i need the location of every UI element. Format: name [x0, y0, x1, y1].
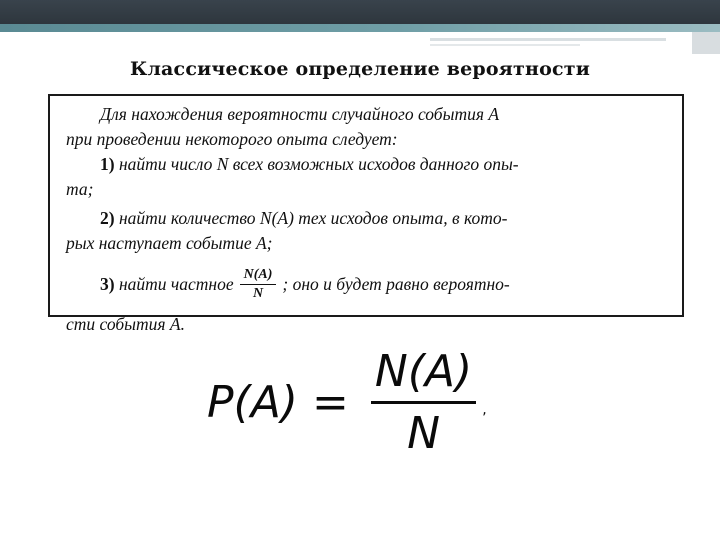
definition-line: при проведении некоторого опыта следует:: [66, 129, 398, 149]
definition-line: та;: [66, 179, 94, 199]
step-3: [66, 256, 668, 312]
inline-fraction: [240, 267, 277, 302]
corner-accent: [692, 32, 720, 54]
formula-lhs: P(A): [207, 376, 298, 428]
step-text: найти количество N(A) тех исходов опыта, в кото-: [118, 208, 508, 228]
formula-fraction: [371, 346, 476, 459]
step-1: [66, 152, 668, 177]
decorative-line: [430, 38, 666, 41]
step-number: 3): [100, 273, 115, 294]
formula-numerator: N(A): [371, 346, 476, 404]
definition-line: Для нахождения вероятности случайного события A: [100, 104, 500, 124]
step-number: 1): [100, 154, 115, 174]
formula-equals: =: [311, 376, 349, 428]
fraction-denominator: N: [252, 285, 264, 301]
step-number: 2): [100, 208, 115, 228]
accent-strip: [0, 24, 720, 32]
definition-box: [48, 94, 684, 334]
definition-line: рых наступает событие A;: [66, 233, 273, 253]
step-2: [66, 206, 668, 231]
decorative-line: [430, 44, 580, 46]
fraction-numerator: N(A): [240, 267, 277, 285]
slide-title: Классическое определение вероятности: [129, 58, 591, 80]
step-text: найти частное: [118, 273, 234, 294]
formula-trailing-mark: ,: [482, 402, 487, 418]
probability-formula: [207, 345, 487, 459]
step-text: найти число N всех возможных исходов данного опы-: [118, 154, 519, 174]
step-text: ; оно и будет равно вероятно-: [282, 273, 510, 294]
formula-denominator: N: [407, 407, 440, 459]
definition-line: сти события A.: [66, 314, 185, 334]
